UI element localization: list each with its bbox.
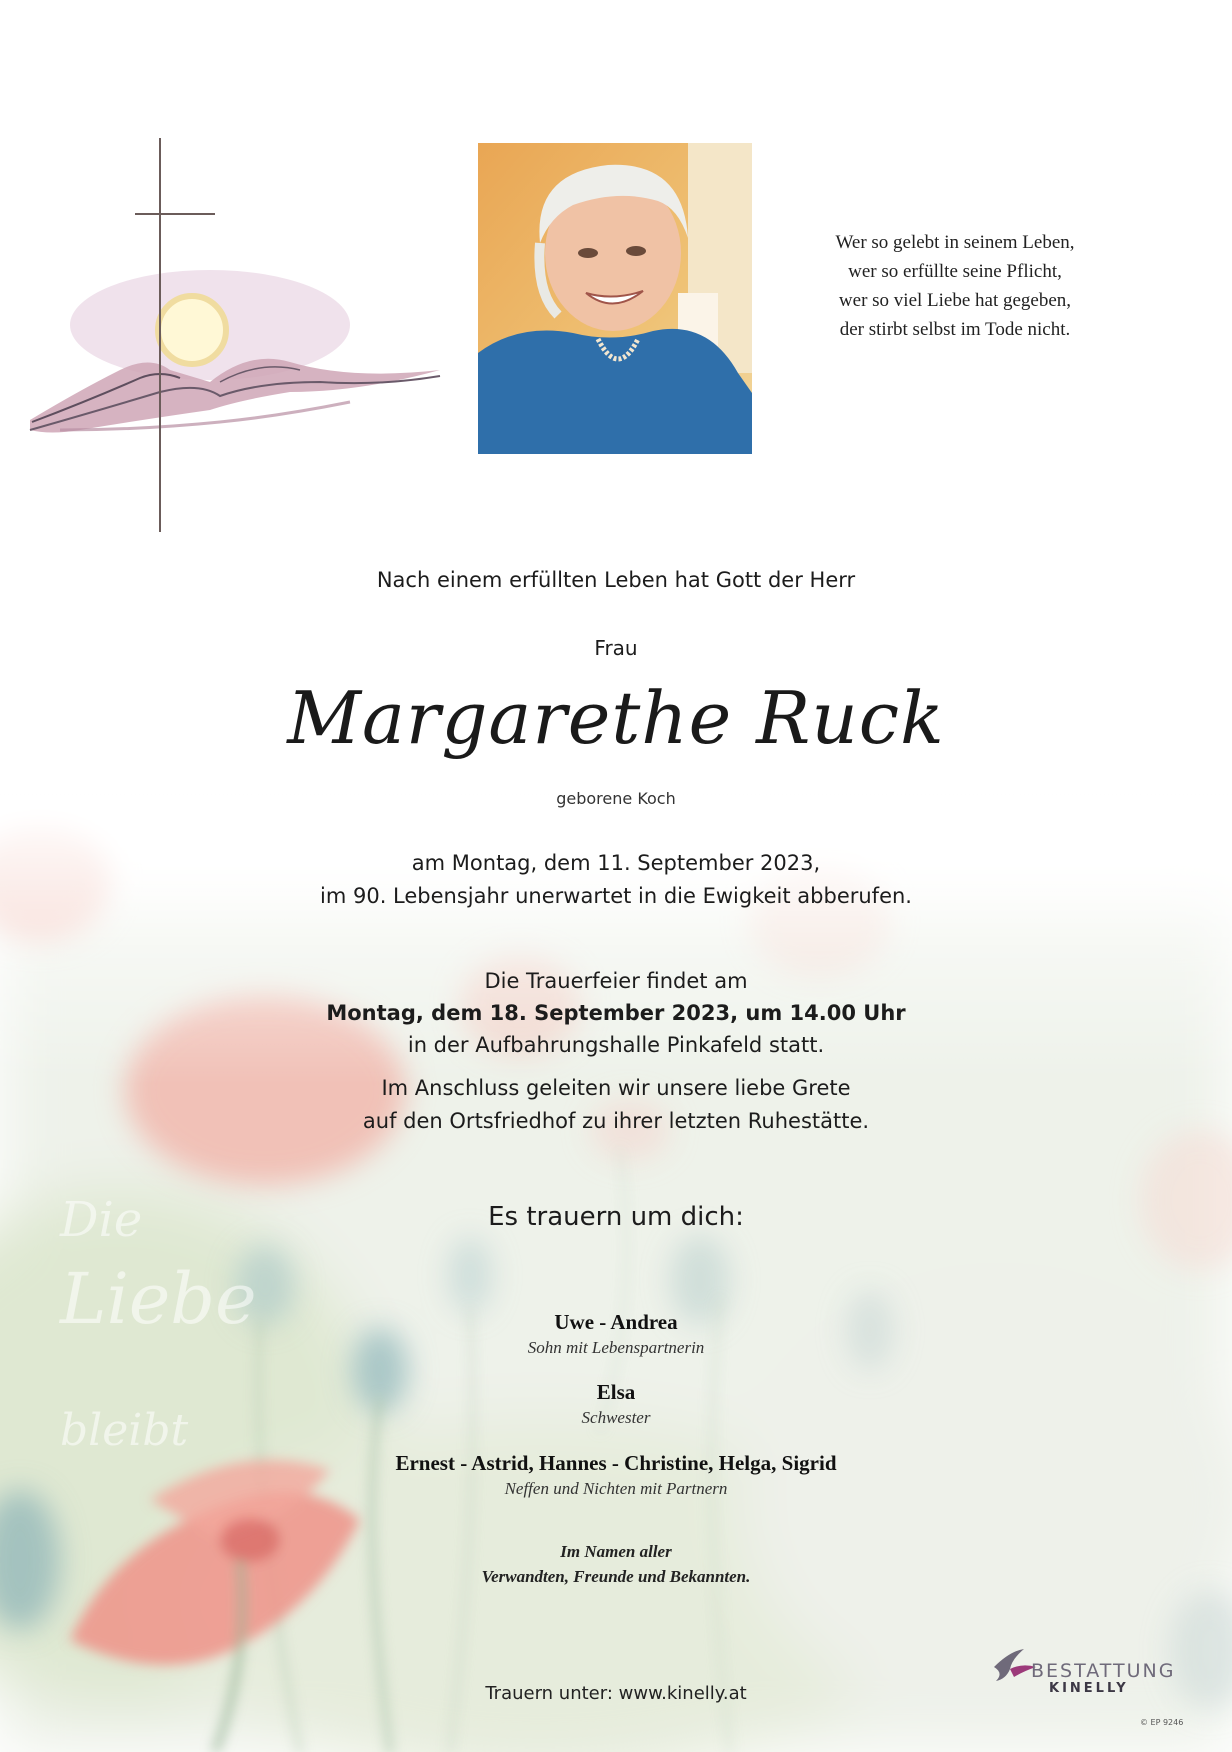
poem-line: Wer so gelebt in seinem Leben, (835, 232, 1075, 253)
closing-line: Im Namen aller (560, 1542, 672, 1561)
death-date-line: im 90. Lebensjahr unerwartet in die Ewigkeit abberufen. (320, 884, 912, 908)
burial-info (216, 1072, 1016, 1138)
ceremony-info (216, 965, 1016, 1061)
poem-line: der stirbt selbst im Tode nicht. (839, 319, 1071, 340)
mourner-relation: Schwester (581, 1408, 651, 1427)
watermark-bleibt: bleibt (60, 1405, 189, 1456)
poem-line: wer so viel Liebe hat gegeben, (838, 290, 1072, 311)
document-code: © EP 9246 (1140, 1718, 1184, 1727)
mourner-names: Elsa (596, 1380, 636, 1404)
mourner-relation: Sohn mit Lebenspartnerin (527, 1338, 705, 1357)
ceremony-location: in der Aufbahrungshalle Pinkafeld statt. (407, 1033, 825, 1057)
logo-line1: BESTATTUNG (1031, 1660, 1176, 1682)
mourner-names: Uwe - Andrea (554, 1310, 678, 1334)
mourner-relation: Neffen und Nichten mit Partnern (504, 1479, 728, 1498)
mourners-heading: Es trauern um dich: (488, 1202, 744, 1232)
ceremony-date: Montag, dem 18. September 2023, um 14.00 Uhr (326, 1001, 906, 1025)
ceremony-line: Die Trauerfeier findet am (484, 969, 748, 993)
closing-note (216, 1539, 1016, 1589)
burial-line: Im Anschluss geleiten wir unsere liebe Grete (381, 1076, 851, 1100)
logo-line2: KINELLY (1049, 1681, 1129, 1696)
poem (800, 228, 1110, 344)
watermark-liebe: Liebe (60, 1258, 257, 1340)
death-date (216, 847, 1016, 913)
poem-line: wer so erfüllte seine Pflicht, (848, 261, 1062, 282)
footer-website: Trauern unter: www.kinelly.at (485, 1683, 747, 1704)
death-date-line: am Montag, dem 11. September 2023, (411, 851, 821, 875)
maiden-name: geborene Koch (556, 789, 676, 808)
burial-line: auf den Ortsfriedhof zu ihrer letzten Ruhestätte. (362, 1109, 870, 1133)
mourner-names: Ernest - Astrid, Hannes - Christine, Helga, Sigrid (395, 1451, 837, 1475)
sunset-mountains-icon (30, 270, 440, 433)
portrait-photo (478, 143, 752, 454)
watermark-die: Die (60, 1192, 143, 1248)
closing-line: Verwandten, Freunde und Bekannten. (481, 1567, 751, 1586)
salutation: Frau (594, 636, 638, 660)
cross-icon (20, 130, 460, 540)
deceased-name: Margarethe Ruck (287, 676, 945, 760)
intro-line: Nach einem erfüllten Leben hat Gott der Herr (376, 568, 856, 592)
